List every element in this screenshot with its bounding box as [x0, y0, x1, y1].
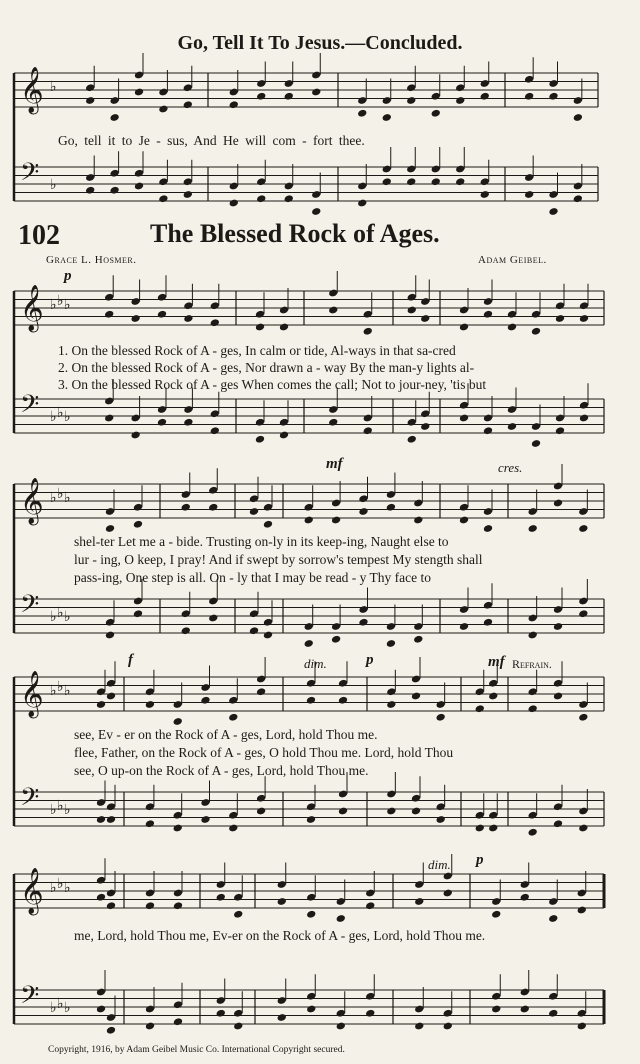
notehead	[145, 819, 155, 828]
notehead	[531, 439, 541, 448]
notehead	[524, 92, 534, 101]
notehead	[328, 306, 338, 315]
notehead	[311, 207, 321, 216]
notehead	[573, 113, 583, 122]
refrain-lyric: me, Lord, hold Thou me, Ev-er on the Rock of A - ges, Lord, hold Thou me.	[74, 928, 486, 943]
notehead	[455, 177, 465, 186]
dynamic-dim-2: dim.	[428, 857, 451, 872]
notehead	[475, 824, 485, 833]
bass-clef-icon: 𝄢	[20, 590, 40, 625]
notehead	[548, 207, 558, 216]
notehead	[579, 314, 589, 323]
notehead	[363, 327, 373, 336]
notehead	[411, 692, 421, 701]
treble-clef-icon: 𝄞	[20, 285, 44, 331]
notehead	[336, 1022, 346, 1031]
notehead	[431, 109, 441, 118]
flat-icon: ♭	[50, 490, 57, 506]
notehead	[553, 819, 563, 828]
notehead	[210, 318, 220, 327]
notehead	[483, 310, 493, 319]
notehead	[277, 897, 287, 906]
notehead	[181, 503, 191, 512]
notehead	[507, 422, 517, 431]
notehead	[256, 194, 266, 203]
notehead	[491, 1005, 501, 1014]
notehead	[528, 704, 538, 713]
notehead	[255, 323, 265, 332]
notehead	[208, 614, 218, 623]
notehead	[411, 807, 421, 816]
notehead	[488, 824, 498, 833]
notehead	[105, 524, 115, 533]
dynamic-cres: cres.	[498, 460, 523, 475]
verse-1-line-2: shel-ter Let me a - bide. Trusting on-ly in its keep-ing, Naught else to	[74, 534, 449, 549]
words-credit: Grace L. Hosmer.	[46, 254, 137, 266]
notehead	[216, 1009, 226, 1018]
notehead	[548, 92, 558, 101]
notehead	[229, 199, 239, 208]
notehead	[256, 687, 266, 696]
notehead	[173, 824, 183, 833]
notehead	[173, 1017, 183, 1026]
notehead	[331, 516, 341, 525]
notehead	[363, 426, 373, 435]
notehead	[357, 199, 367, 208]
notehead	[106, 692, 116, 701]
flat-icon: ♭	[64, 880, 71, 896]
dynamic-p-2: p	[366, 652, 374, 668]
notehead	[96, 815, 106, 824]
notehead	[414, 1022, 424, 1031]
flat-icon: ♭	[64, 1000, 71, 1016]
flat-icon: ♭	[50, 409, 57, 425]
notehead	[85, 96, 95, 105]
flat-icon: ♭	[57, 996, 64, 1012]
notehead	[256, 92, 266, 101]
copyright-notice: Copyright, 1916, by Adam Geibel Music Co. International Copyright secured.	[48, 1045, 345, 1055]
notehead	[507, 323, 517, 332]
notehead	[158, 105, 168, 114]
hymn-number: 102	[18, 220, 60, 251]
notehead	[85, 186, 95, 195]
flat-icon: ♭	[64, 297, 71, 313]
treble-clef-icon: 𝄞	[20, 868, 44, 914]
notehead	[443, 1022, 453, 1031]
notehead	[528, 524, 538, 533]
notehead	[311, 88, 321, 97]
notehead	[365, 1009, 375, 1018]
notehead	[406, 177, 416, 186]
dynamic-mf: mf	[326, 456, 343, 472]
flat-icon: ♭	[57, 605, 64, 621]
notehead	[573, 194, 583, 203]
bass-clef-icon: 𝄢	[20, 390, 40, 425]
notehead	[134, 88, 144, 97]
flat-icon: ♭	[64, 802, 71, 818]
notehead	[436, 713, 446, 722]
notehead	[210, 426, 220, 435]
notehead	[475, 704, 485, 713]
notehead	[386, 700, 396, 709]
notehead	[483, 426, 493, 435]
notehead	[304, 639, 314, 648]
notehead	[216, 893, 226, 902]
notehead	[106, 1026, 116, 1035]
notehead	[255, 435, 265, 444]
verse-2-line-2: lur - ing, O keep, I pray! And if swept by sorrow's tempest My stength shall	[74, 552, 483, 567]
notehead	[328, 418, 338, 427]
notehead	[181, 626, 191, 635]
notehead	[173, 717, 183, 726]
verse-1-line-1: 1. On the blessed Rock of A - ges, In calm or tide, Al-ways in that sa-cred	[58, 343, 456, 358]
notehead	[459, 622, 469, 631]
notehead	[104, 414, 114, 423]
notehead	[306, 1005, 316, 1014]
notehead	[277, 1013, 287, 1022]
verse-3-line-1: 3. On the blessed Rock of A - ges When comes the call; Not to jour-ney, 'tis but	[58, 377, 487, 392]
notehead	[183, 190, 193, 199]
notehead	[157, 418, 167, 427]
notehead	[480, 190, 490, 199]
treble-clef-icon: 𝄞	[20, 67, 44, 113]
notehead	[483, 524, 493, 533]
flat-icon: ♭	[57, 405, 64, 421]
bass-clef-icon: 𝄢	[20, 158, 40, 193]
dynamic-p: p	[64, 268, 72, 284]
notehead	[407, 306, 417, 315]
notehead	[579, 414, 589, 423]
dynamic-p-3: p	[476, 852, 484, 868]
dynamic-mf-2: mf	[488, 654, 505, 670]
notehead	[531, 327, 541, 336]
flat-icon: ♭	[50, 683, 57, 699]
notehead	[480, 92, 490, 101]
notehead	[336, 914, 346, 923]
flat-icon: ♭	[57, 679, 64, 695]
flat-icon: ♭	[50, 297, 57, 313]
notehead	[183, 314, 193, 323]
notehead	[200, 815, 210, 824]
notehead	[420, 422, 430, 431]
music-credit: Adam Geibel.	[478, 254, 547, 266]
notehead	[263, 520, 273, 529]
verse-1-line-3: see, Ev - er on the Rock of A - ges, Lord, hold Thou me.	[74, 727, 378, 742]
notehead	[365, 901, 375, 910]
notehead	[386, 639, 396, 648]
notehead	[233, 1022, 243, 1031]
flat-icon: ♭	[57, 293, 64, 309]
notehead	[249, 507, 259, 516]
notehead	[157, 310, 167, 319]
notehead	[548, 1009, 558, 1018]
notehead	[331, 635, 341, 644]
notehead	[284, 92, 294, 101]
notehead	[524, 190, 534, 199]
notehead	[386, 503, 396, 512]
notehead	[228, 713, 238, 722]
notehead	[229, 100, 239, 109]
notehead	[577, 906, 587, 915]
flat-icon: ♭	[57, 798, 64, 814]
notehead	[553, 692, 563, 701]
verse-2-line-3: flee, Father, on the Rock of A - ges, O hold Thou me. Lord, hold Thou	[74, 745, 454, 760]
notehead	[553, 622, 563, 631]
notehead	[420, 314, 430, 323]
notehead	[133, 520, 143, 529]
bass-clef-icon: 𝄢	[20, 783, 40, 818]
notehead	[96, 700, 106, 709]
notehead	[578, 609, 588, 618]
treble-clef-icon: 𝄞	[20, 671, 44, 717]
notehead	[130, 431, 140, 440]
flat-icon: ♭	[50, 609, 57, 625]
notehead	[109, 113, 119, 122]
verse-3-line-3: see, O up-on the Rock of A - ges, Lord, hold Thou me.	[74, 763, 369, 778]
flat-icon: ♭	[50, 802, 57, 818]
notehead	[528, 828, 538, 837]
flat-icon: ♭	[50, 880, 57, 896]
notehead	[233, 910, 243, 919]
notehead	[208, 503, 218, 512]
notehead	[109, 186, 119, 195]
notehead	[386, 807, 396, 816]
notehead	[249, 626, 259, 635]
notehead	[578, 713, 588, 722]
notehead	[459, 414, 469, 423]
notehead	[145, 1022, 155, 1031]
notehead	[459, 516, 469, 525]
notehead	[158, 194, 168, 203]
notehead	[491, 910, 501, 919]
notehead	[413, 516, 423, 525]
notehead	[578, 824, 588, 833]
notehead	[284, 194, 294, 203]
flat-icon: ♭	[50, 177, 57, 193]
notehead	[96, 1005, 106, 1014]
notehead	[357, 109, 367, 118]
notehead	[306, 910, 316, 919]
notehead	[306, 696, 316, 705]
notehead	[553, 499, 563, 508]
notehead	[483, 618, 493, 627]
treble-clef-icon: 𝄞	[20, 478, 44, 524]
flat-icon: ♭	[57, 876, 64, 892]
notehead	[555, 314, 565, 323]
notehead	[577, 1022, 587, 1031]
notehead	[263, 631, 273, 640]
flat-icon: ♭	[64, 609, 71, 625]
notehead	[407, 435, 417, 444]
notehead	[279, 323, 289, 332]
notehead	[443, 889, 453, 898]
notehead	[358, 618, 368, 627]
notehead	[200, 696, 210, 705]
notehead	[145, 901, 155, 910]
notehead	[358, 507, 368, 516]
flat-icon: ♭	[64, 683, 71, 699]
notehead	[228, 824, 238, 833]
notehead	[338, 807, 348, 816]
refrain-label: Refrain.	[512, 657, 552, 671]
hymn-title: The Blessed Rock of Ages.	[150, 219, 440, 248]
prev-hymn-lyric: Go, tell it to Je - sus, And He will com - fort thee.	[58, 133, 365, 148]
notehead	[105, 631, 115, 640]
notehead	[436, 815, 446, 824]
flat-icon: ♭	[57, 486, 64, 502]
notehead	[520, 893, 530, 902]
notehead	[106, 901, 116, 910]
notehead	[183, 100, 193, 109]
flat-icon: ♭	[64, 490, 71, 506]
notehead	[520, 1005, 530, 1014]
notehead	[183, 418, 193, 427]
notehead	[338, 696, 348, 705]
notehead	[578, 524, 588, 533]
notehead	[406, 96, 416, 105]
notehead	[256, 807, 266, 816]
notehead	[382, 177, 392, 186]
notehead	[382, 113, 392, 122]
flat-icon: ♭	[50, 1000, 57, 1016]
flat-icon: ♭	[50, 79, 57, 95]
dynamic-dim: dim.	[304, 656, 327, 671]
notehead	[279, 431, 289, 440]
notehead	[104, 310, 114, 319]
notehead	[548, 914, 558, 923]
notehead	[173, 901, 183, 910]
verse-2-line-1: 2. On the blessed Rock of A - ges, Nor drawn a - way By the man-y lights al-	[58, 360, 475, 375]
notehead	[130, 314, 140, 323]
notehead	[488, 692, 498, 701]
notehead	[459, 323, 469, 332]
notehead	[133, 609, 143, 618]
notehead	[96, 893, 106, 902]
notehead	[431, 177, 441, 186]
notehead	[106, 815, 116, 824]
notehead	[555, 426, 565, 435]
notehead	[306, 815, 316, 824]
previous-hymn-title: Go, Tell It To Jesus.—Concluded.	[177, 32, 463, 54]
verse-3-line-2: pass-ing, One step is all. On - ly that I may be read - y Thy face to	[74, 570, 432, 585]
bass-clef-icon: 𝄢	[20, 981, 40, 1016]
notehead	[414, 897, 424, 906]
notehead	[304, 516, 314, 525]
flat-icon: ♭	[64, 409, 71, 425]
notehead	[455, 96, 465, 105]
notehead	[134, 182, 144, 191]
notehead	[145, 700, 155, 709]
dynamic-f: f	[128, 652, 133, 668]
notehead	[413, 635, 423, 644]
notehead	[528, 631, 538, 640]
